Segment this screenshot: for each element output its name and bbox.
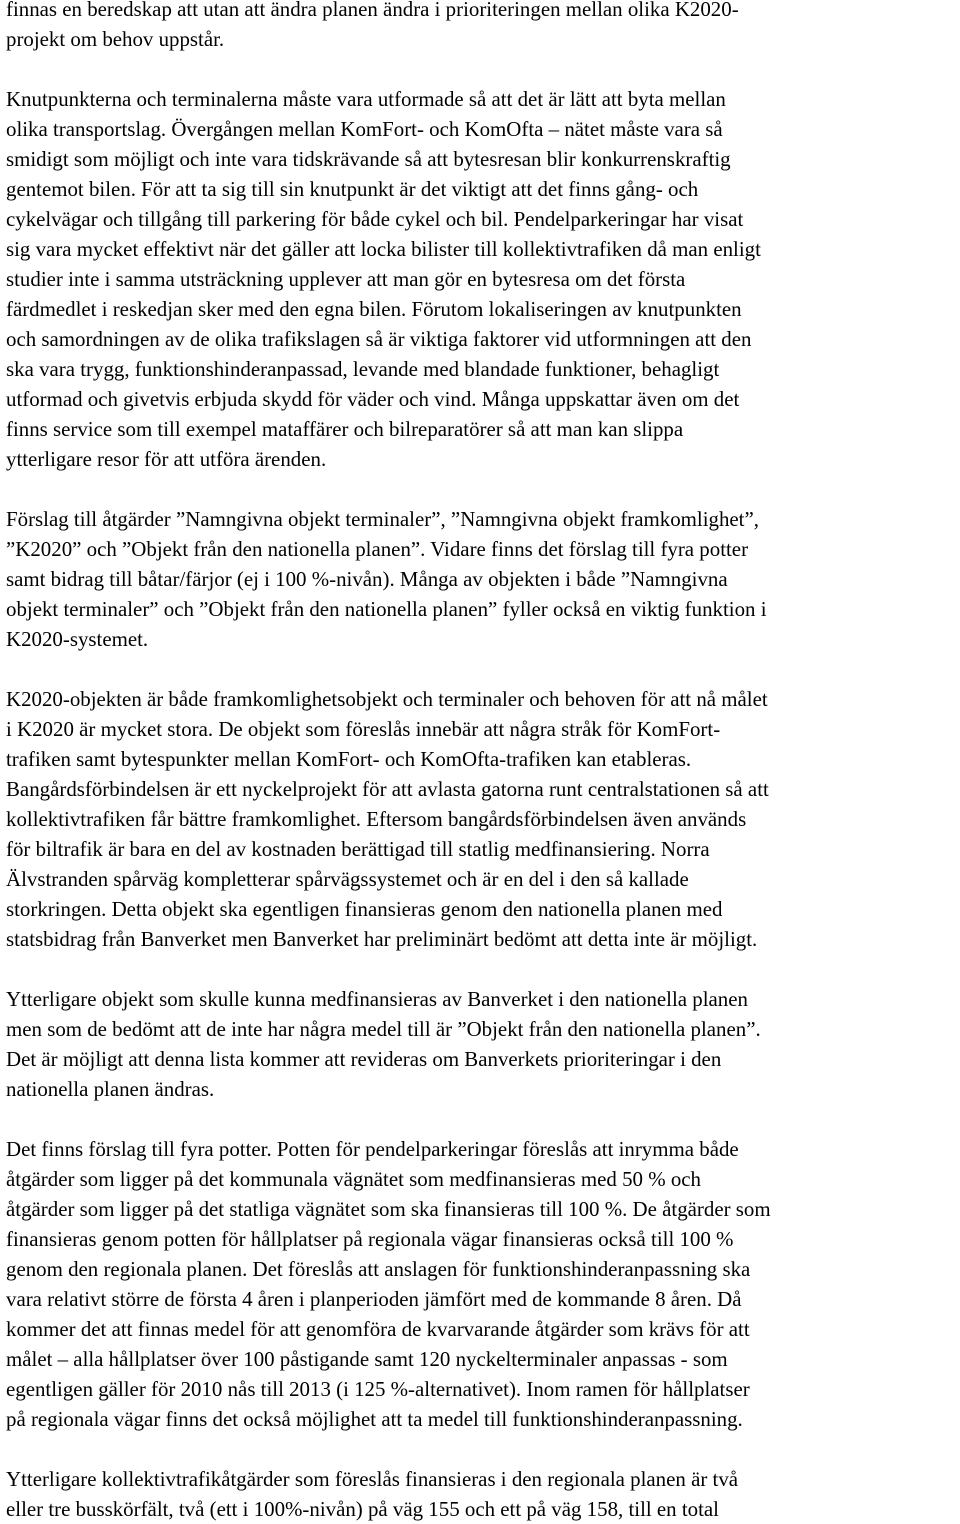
text-line: åtgärder som ligger på det statliga vägnätet som ska finansieras till 100 %. De åtgärder som bbox=[6, 1197, 771, 1221]
paragraph bbox=[6, 84, 958, 474]
paragraph bbox=[6, 684, 958, 954]
text-line: samt bidrag till båtar/färjor (ej i 100 %-nivån). Många av objekten i både ”Namngivna bbox=[6, 567, 728, 591]
text-line: Ytterligare kollektivtrafikåtgärder som föreslås finansieras i den regionala planen är två bbox=[6, 1467, 739, 1491]
paragraph-spacer bbox=[6, 954, 958, 984]
text-line: smidigt som möjligt och inte vara tidskrävande så att bytesresan blir konkurrenskraftig bbox=[6, 147, 731, 171]
paragraph-spacer bbox=[6, 1104, 958, 1134]
text-line: men som de bedömt att de inte har några medel till är ”Objekt från den nationella planen”. bbox=[6, 1017, 761, 1041]
paragraph-spacer bbox=[6, 474, 958, 504]
text-line: olika transportslag. Övergången mellan KomFort- och KomOfta – nätet måste vara så bbox=[6, 117, 723, 141]
text-line: objekt terminaler” och ”Objekt från den nationella planen” fyller också en viktig funktion i bbox=[6, 597, 767, 621]
text-line: sig vara mycket effektivt när det gäller att locka bilister till kollektivtrafiken då man enligt bbox=[6, 237, 761, 261]
document-page bbox=[6, 0, 958, 1524]
text-line: K2020-systemet. bbox=[6, 627, 149, 651]
text-line: Bangårdsförbindelsen är ett nyckelprojekt för att avlasta gatorna runt centralstationen så att bbox=[6, 777, 769, 801]
text-line: utformad och givetvis erbjuda skydd för väder och vind. Många uppskattar även om det bbox=[6, 387, 740, 411]
paragraph bbox=[6, 984, 958, 1104]
paragraph-spacer bbox=[6, 654, 958, 684]
text-line: i K2020 är mycket stora. De objekt som föreslås innebär att några stråk för KomFort- bbox=[6, 717, 721, 741]
text-line: nationella planen ändras. bbox=[6, 1077, 215, 1101]
paragraph bbox=[6, 1134, 958, 1434]
paragraph-spacer bbox=[6, 54, 958, 84]
text-line: ska vara trygg, funktionshinderanpassad, levande med blandade funktioner, behagligt bbox=[6, 357, 720, 381]
text-line: projekt om behov uppstår. bbox=[6, 27, 225, 51]
text-line: Ytterligare objekt som skulle kunna medfinansieras av Banverket i den nationella planen bbox=[6, 987, 748, 1011]
text-line: Älvstranden spårväg kompletterar spårvägssystemet och är en del i den så kallade bbox=[6, 867, 689, 891]
text-line: eller tre busskörfält, två (ett i 100%-nivån) på väg 155 och ett på väg 158, till en total bbox=[6, 1497, 719, 1521]
text-line: storkringen. Detta objekt ska egentligen finansieras genom den nationella planen med bbox=[6, 897, 723, 921]
text-line: Knutpunkterna och terminalerna måste vara utformade så att det är lätt att byta mellan bbox=[6, 87, 726, 111]
paragraph-spacer bbox=[6, 1434, 958, 1464]
paragraph bbox=[6, 504, 958, 654]
text-line: ytterligare resor för att utföra ärenden. bbox=[6, 447, 327, 471]
text-line: ”K2020” och ”Objekt från den nationella planen”. Vidare finns det förslag till fyra potter bbox=[6, 537, 749, 561]
text-line: finnas en beredskap att utan att ändra planen ändra i prioriteringen mellan olika K2020- bbox=[6, 0, 739, 21]
text-line: finns service som till exempel mataffärer och bilreparatörer så att man kan slippa bbox=[6, 417, 684, 441]
text-line: finansieras genom potten för hållplatser på regionala vägar finansieras också till 100 % bbox=[6, 1227, 734, 1251]
text-line: på regionala vägar finns det också möjlighet att ta medel till funktionshinderanpassning. bbox=[6, 1407, 743, 1431]
text-line: Förslag till åtgärder ”Namngivna objekt terminaler”, ”Namngivna objekt framkomlighet”, bbox=[6, 507, 759, 531]
text-line: Det är möjligt att denna lista kommer att revideras om Banverkets prioriteringar i den bbox=[6, 1047, 722, 1071]
text-line: vara relativt större de första 4 åren i planperioden jämfört med de kommande 8 åren. Då bbox=[6, 1287, 742, 1311]
text-line: färdmedlet i reskedjan sker med den egna bilen. Förutom lokaliseringen av knutpunkten bbox=[6, 297, 742, 321]
text-line: egentligen gäller för 2010 nås till 2013 (i 125 %-alternativet). Inom ramen för hållplatser bbox=[6, 1377, 750, 1401]
text-line: K2020-objekten är både framkomlighetsobjekt och terminaler och behoven för att nå målet bbox=[6, 687, 768, 711]
text-line: gentemot bilen. För att ta sig till sin knutpunkt är det viktigt att det finns gång- och bbox=[6, 177, 699, 201]
text-line: cykelvägar och tillgång till parkering för både cykel och bil. Pendelparkeringar har visat bbox=[6, 207, 744, 231]
text-line: Det finns förslag till fyra potter. Potten för pendelparkeringar föreslås att inrymma både bbox=[6, 1137, 739, 1161]
paragraph bbox=[6, 1464, 958, 1524]
text-line: genom den regionala planen. Det föreslås att anslagen för funktionshinderanpassning ska bbox=[6, 1257, 751, 1281]
text-line: trafiken samt bytespunkter mellan KomFort- och KomOfta-trafiken kan etableras. bbox=[6, 747, 692, 771]
text-line: studier inte i samma utsträckning upplever att man gör en bytesresa om det första bbox=[6, 267, 686, 291]
text-line: för biltrafik är bara en del av kostnaden berättigad till statlig medfinansiering. Norra bbox=[6, 837, 710, 861]
text-line: åtgärder som ligger på det kommunala vägnätet som medfinansieras med 50 % och bbox=[6, 1167, 701, 1191]
text-line: kollektivtrafiken får bättre framkomlighet. Eftersom bangårdsförbindelsen även används bbox=[6, 807, 747, 831]
text-line: målet – alla hållplatser över 100 påstigande samt 120 nyckelterminaler anpassas - som bbox=[6, 1347, 728, 1371]
text-line: och samordningen av de olika trafikslagen så är viktiga faktorer vid utformningen att den bbox=[6, 327, 752, 351]
text-line: kommer det att finnas medel för att genomföra de kvarvarande åtgärder som krävs för att bbox=[6, 1317, 750, 1341]
text-line: statsbidrag från Banverket men Banverket har preliminärt bedömt att detta inte är möjligt. bbox=[6, 927, 758, 951]
paragraph bbox=[6, 0, 958, 54]
